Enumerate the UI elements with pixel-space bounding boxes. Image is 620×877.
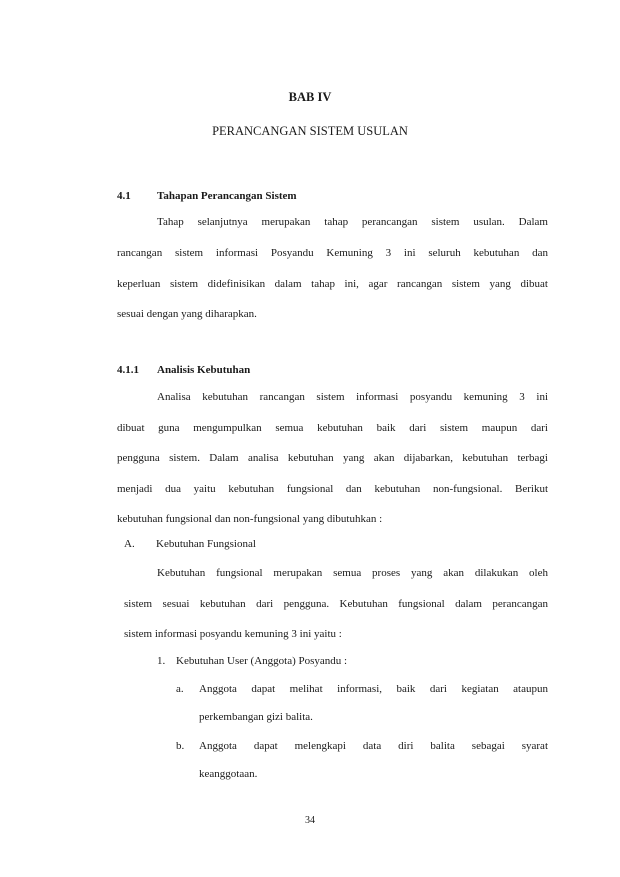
paragraph-line: sesuai dengan yang diharapkan. <box>117 308 257 320</box>
list-marker-1: 1. <box>157 655 166 667</box>
list-item-text: keanggotaan. <box>199 768 258 780</box>
section-heading-4-1-1: Analisis Kebutuhan <box>157 364 251 376</box>
paragraph-line: Analisa kebutuhan rancangan sistem informasi posyandu kemuning 3 ini <box>157 391 548 403</box>
list-item-text: Anggota dapat melengkapi data diri balita sebagai syarat <box>199 740 548 752</box>
section-number-4-1-1: 4.1.1 <box>117 364 139 376</box>
list-item-text: perkembangan gizi balita. <box>199 711 313 723</box>
paragraph-line: sistem informasi posyandu kemuning 3 ini yaitu : <box>124 628 342 640</box>
list-item-label: Kebutuhan Fungsional <box>156 538 256 550</box>
list-item-text: Anggota dapat melihat informasi, baik dari kegiatan ataupun <box>199 683 548 695</box>
list-marker-a-upper: A. <box>124 538 135 550</box>
paragraph-line: sistem sesuai kebutuhan dari pengguna. Kebutuhan fungsional dalam perancangan <box>124 598 548 610</box>
section-number-4-1: 4.1 <box>117 190 131 202</box>
paragraph-line: pengguna sistem. Dalam analisa kebutuhan yang akan dijabarkan, kebutuhan terbagi <box>117 452 548 464</box>
list-marker-b: b. <box>176 740 185 752</box>
paragraph-line: Kebutuhan fungsional merupakan semua proses yang akan dilakukan oleh <box>157 567 548 579</box>
section-heading-4-1: Tahapan Perancangan Sistem <box>157 190 297 202</box>
paragraph-line: dibuat guna mengumpulkan semua kebutuhan baik dari sistem maupun dari <box>117 422 548 434</box>
paragraph-line: menjadi dua yaitu kebutuhan fungsional dan kebutuhan non-fungsional. Berikut <box>117 483 548 495</box>
paragraph-line: kebutuhan fungsional dan non-fungsional yang dibutuhkan : <box>117 513 383 525</box>
paragraph-line: Tahap selanjutnya merupakan tahap perancangan sistem usulan. Dalam <box>157 216 548 228</box>
page-number: 34 <box>305 815 315 826</box>
chapter-label: BAB IV <box>288 90 332 104</box>
chapter-title: PERANCANGAN SISTEM USULAN <box>212 124 408 138</box>
paragraph-line: rancangan sistem informasi Posyandu Kemuning 3 ini seluruh kebutuhan dan <box>117 247 548 259</box>
list-item-label: Kebutuhan User (Anggota) Posyandu : <box>176 655 348 667</box>
list-marker-a: a. <box>176 683 184 695</box>
paragraph-line: keperluan sistem didefinisikan dalam tahap ini, agar rancangan sistem yang dibuat <box>117 278 548 290</box>
